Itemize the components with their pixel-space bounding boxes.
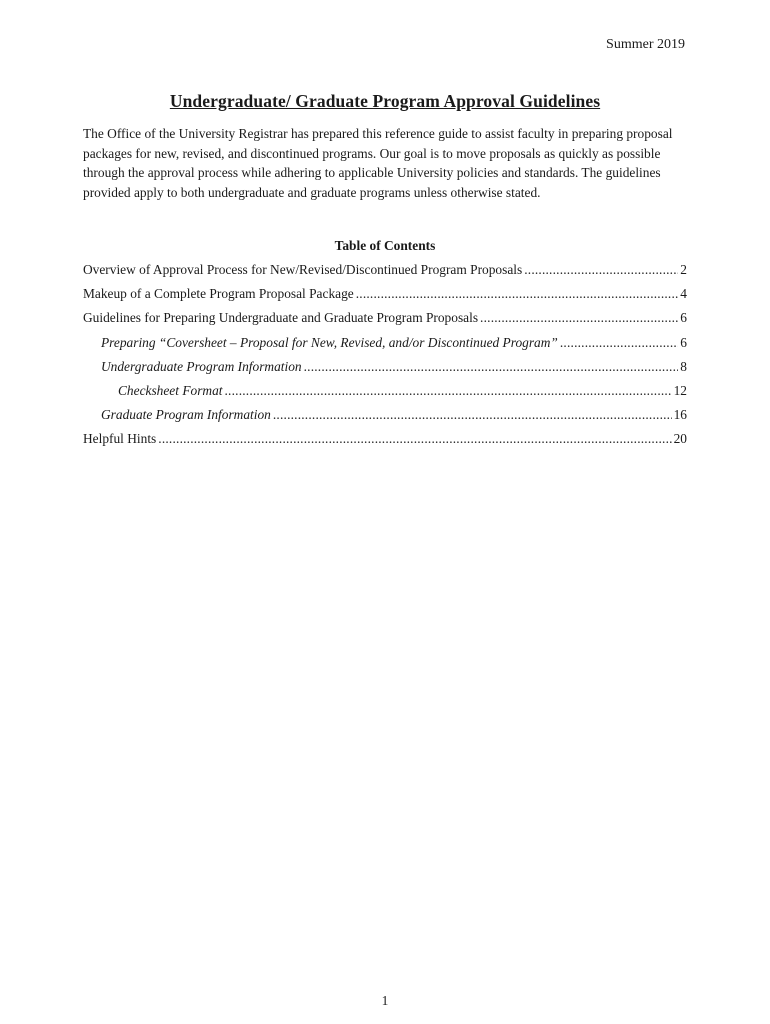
toc-entry-title: Makeup of a Complete Program Proposal Package [83,286,354,302]
toc-entry-title: Overview of Approval Process for New/Revised/Discontinued Program Proposals [83,262,523,277]
toc-entry-title: Helpful Hints [83,431,157,447]
toc-entry-page: 6 [680,334,687,350]
toc-entry-graduate-info[interactable] [83,407,687,431]
table-of-contents [83,262,687,456]
document-title: Undergraduate/ Graduate Program Approval Guidelines [169,91,601,111]
page-number: 1 [381,993,389,1008]
toc-entry-overview[interactable] [83,262,687,286]
toc-entry-checksheet[interactable] [83,383,687,407]
toc-dot-leader [304,359,679,375]
toc-entry-title: Preparing “Coversheet – Proposal for New, Revised, and/or Discontinued Program” [101,334,558,350]
toc-entry-makeup[interactable] [83,286,687,310]
toc-entry-helpful-hints[interactable] [83,431,687,455]
toc-heading: Table of Contents [334,238,436,253]
header-date: Summer 2019 [606,37,685,52]
toc-dot-leader [480,310,678,326]
toc-entry-page: 8 [680,358,687,374]
toc-entry-page: 20 [673,431,687,447]
toc-entry-title: Undergraduate Program Information [101,358,302,374]
toc-dot-leader [524,262,678,278]
toc-entry-page: 16 [673,407,687,423]
toc-entry-page: 2 [680,262,687,277]
toc-dot-leader [273,407,672,423]
toc-entry-undergraduate-info[interactable] [83,359,687,383]
toc-entry-page: 12 [673,382,687,398]
toc-dot-leader [225,383,672,399]
toc-entry-page: 6 [680,310,687,326]
toc-entry-title: Checksheet Format [118,382,223,398]
toc-entry-guidelines[interactable] [83,310,687,334]
toc-entry-title: Graduate Program Information [101,407,271,423]
intro-paragraph: The Office of the University Registrar has prepared this reference guide to assist faculty in preparing proposal packages for new, revised, and discontinued programs. Our goal is to move proposals as quickly as possible through the approval process while adhering to applicable University policies and standards. The guidelines provided apply to both undergraduate and graduate programs unless otherwise stated. [83,126,673,200]
toc-entry-title: Guidelines for Preparing Undergraduate and Graduate Program Proposals [83,310,479,326]
toc-dot-leader [158,431,671,447]
toc-dot-leader [356,286,679,302]
toc-dot-leader [560,335,678,351]
toc-entry-coversheet[interactable] [83,335,687,359]
toc-entry-page: 4 [680,286,687,302]
